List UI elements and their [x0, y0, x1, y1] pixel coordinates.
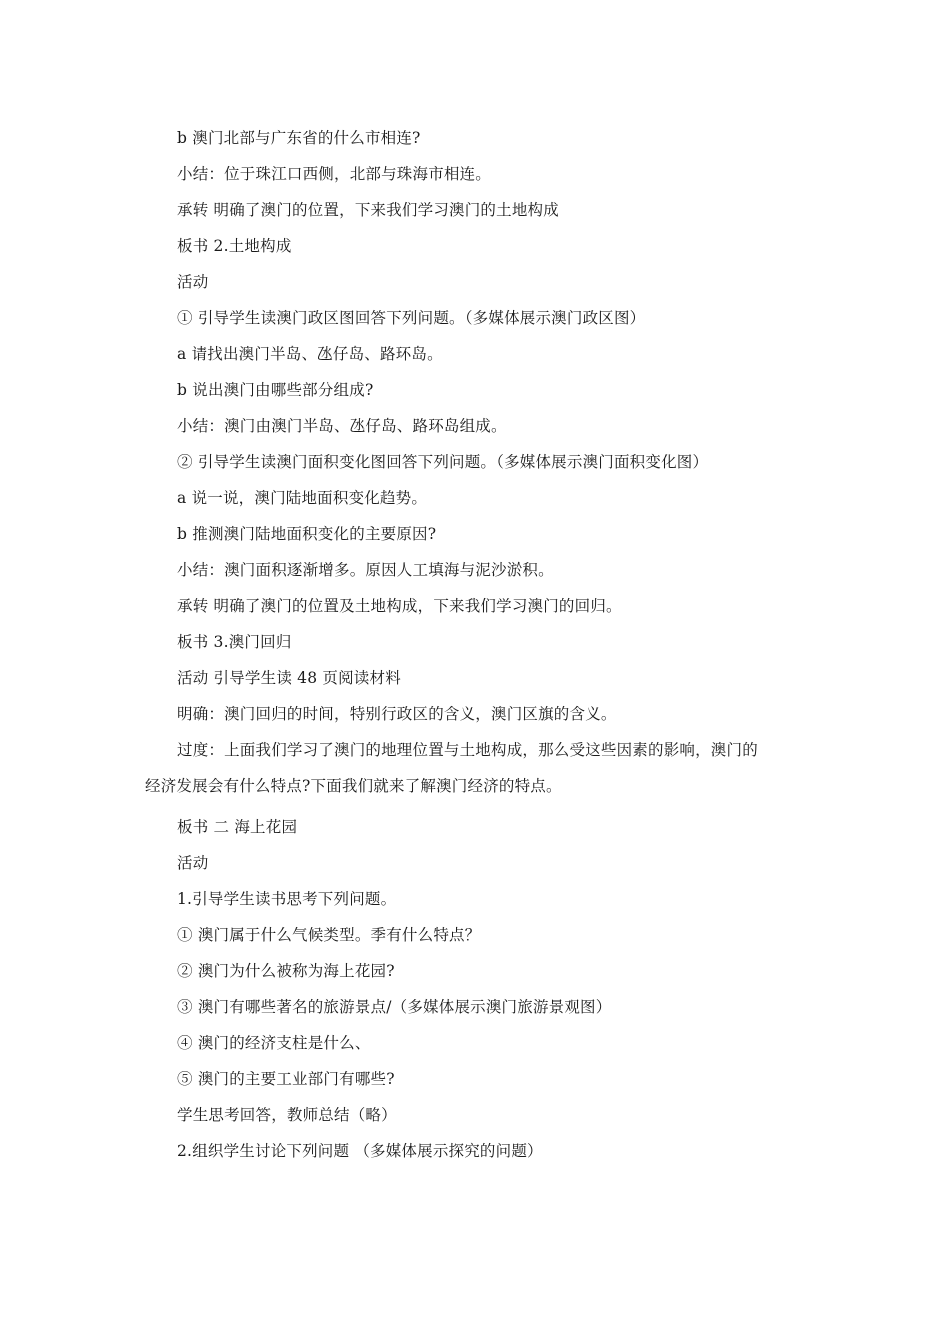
text-line: 小结：位于珠江口西侧，北部与珠海市相连。 — [177, 165, 492, 183]
text-line: 板书 2.土地构成 — [177, 237, 292, 255]
text-line: 活动 — [177, 273, 209, 291]
text-line: 活动 引导学生读 48 页阅读材料 — [177, 669, 401, 687]
text-line: 明确：澳门回归的时间，特别行政区的含义，澳门区旗的含义。 — [177, 705, 617, 723]
text-line: 小结：澳门由澳门半岛、氹仔岛、路环岛组成。 — [177, 417, 507, 435]
paragraph-line-second: 经济发展会有什么特点?下面我们就来了解澳门经济的特点。 — [145, 777, 562, 795]
text-line: 2.组织学生讨论下列问题 （多媒体展示探究的问题） — [177, 1142, 543, 1160]
text-line: ⑤ 澳门的主要工业部门有哪些? — [177, 1070, 395, 1088]
text-line: 板书 3.澳门回归 — [177, 633, 292, 651]
text-line: ① 澳门属于什么气候类型。季有什么特点？ — [177, 926, 481, 944]
transition-paragraph — [145, 740, 805, 796]
text-line: a 请找出澳门半岛、氹仔岛、路环岛。 — [177, 345, 443, 363]
text-line: ① 引导学生读澳门政区图回答下列问题。（多媒体展示澳门政区图） — [177, 309, 646, 327]
text-line: b 推测澳门陆地面积变化的主要原因? — [177, 525, 437, 543]
text-line: b 说出澳门由哪些部分组成? — [177, 381, 374, 399]
text-line: 活动 — [177, 854, 209, 872]
text-line: ② 澳门为什么被称为海上花园? — [177, 962, 395, 980]
text-line: a 说一说，澳门陆地面积变化趋势。 — [177, 489, 428, 507]
text-line: 承转 明确了澳门的位置，下来我们学习澳门的土地构成 — [177, 201, 559, 219]
text-line: 1.引导学生读书思考下列问题。 — [177, 890, 397, 908]
paragraph-line-first: 过度：上面我们学习了澳门的地理位置与土地构成，那么受这些因素的影响，澳门的 — [177, 741, 758, 759]
text-line: 学生思考回答，教师总结（略） — [177, 1106, 397, 1124]
text-line: ④ 澳门的经济支柱是什么、 — [177, 1034, 371, 1052]
text-line: 板书 二 海上花园 — [177, 818, 298, 836]
text-line: b 澳门北部与广东省的什么市相连? — [177, 129, 421, 147]
text-line: 小结：澳门面积逐渐增多。原因人工填海与泥沙淤积。 — [177, 561, 554, 579]
text-line: ② 引导学生读澳门面积变化图回答下列问题。（多媒体展示澳门面积变化图） — [177, 453, 709, 471]
text-line: ③ 澳门有哪些著名的旅游景点/（多媒体展示澳门旅游景观图） — [177, 998, 612, 1016]
text-line: 承转 明确了澳门的位置及土地构成，下来我们学习澳门的回归。 — [177, 597, 622, 615]
